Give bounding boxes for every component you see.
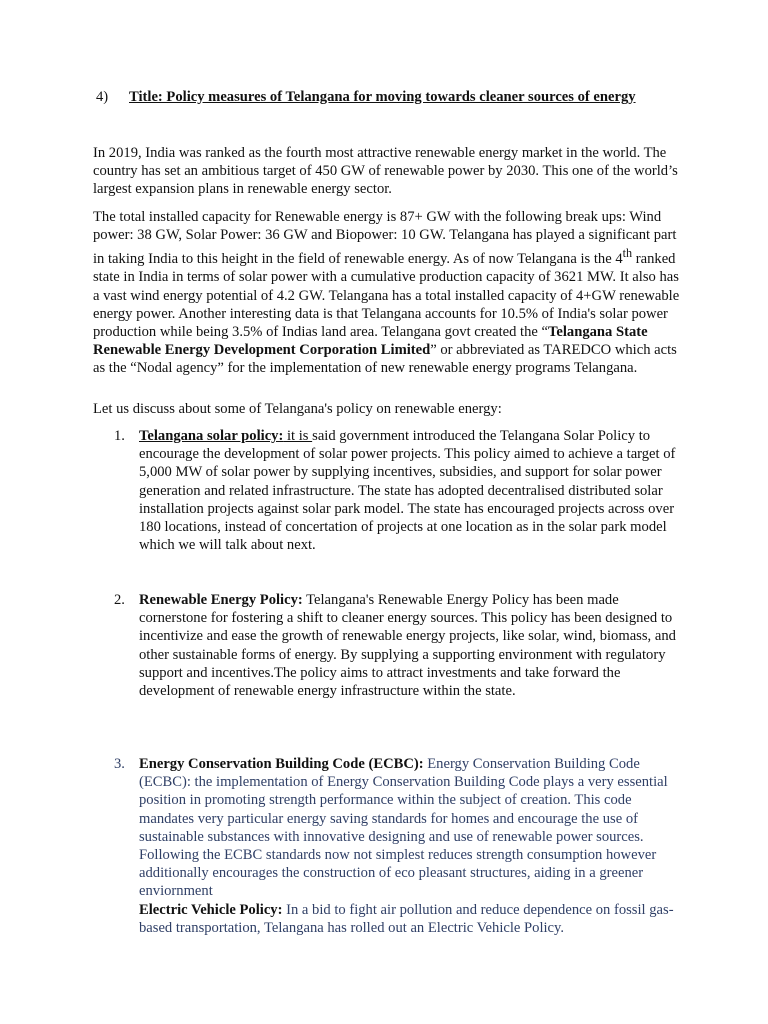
ordinal-suffix: th xyxy=(622,246,633,261)
capacity-text-2: ranked state in India in terms of solar power with a cumulative production capacity of 3621 MW. It also has a vast wind energy potential of 4.2 GW. Telangana has a total installed capacity of 4+GW renewable energy power. Another interesting data is that Telangana accounts for 10.5% of India's solar power production while being 3.5% of Indias land area. Telangana govt created the “ xyxy=(93,251,680,341)
item-text: In a bid to fight air pollution and reduce dependence on fossil gas-based transportation, Telangana has rolled out an Electric Vehicle Policy. xyxy=(139,902,674,937)
list-item-renewable-policy xyxy=(114,591,684,700)
item-text: Telangana's Renewable Energy Policy has been made cornerstone for fostering a shift to cleaner energy sources. This policy has been designed to incentivize and ease the growth of renewable energy projects, like solar, wind, biomass, and other sustainable forms of energy. By supplying a supporting environment with regulatory support and incentives.The policy aims to attract investments and take forward the development of renewable energy infrastructure within the state. xyxy=(139,592,676,700)
policy-intro: Let us discuss about some of Telangana's policy on renewable energy: xyxy=(93,401,502,417)
item-title: Renewable Energy Policy: xyxy=(139,592,303,608)
list-item-solar-policy xyxy=(114,427,684,554)
section-number: 4) xyxy=(96,89,109,105)
item-title: Telangana solar policy: xyxy=(139,428,284,444)
item-text: said government introduced the Telangana Solar Policy to encourage the development of solar power projects. This policy aimed to achieve a target of 5,000 MW of solar power by supplying incentives, subsidies, and support for solar power generation and related infrastructure. The state has adopted decentralised distributed solar installation projects against solar park model. The state has encouraged projects across over 180 locations, instead of concertation of projects at one location as in the solar park model which we will talk about next. xyxy=(139,428,676,554)
capacity-text-1: The total installed capacity for Renewable energy is 87+ GW with the following break ups: Wind power: 38 GW, Solar Power: 36 GW and Biopower: 10 GW. Telangana has played a significant part in taking India to this height in the field of renewable energy. As of now Telangana is the 4 xyxy=(93,209,677,268)
capacity-text-3: ” or abbreviated as TAREDCO which acts as the “Nodal agency” for the implementation of new renewable energy programs Telangana. xyxy=(93,342,677,377)
intro-paragraph: In 2019, India was ranked as the fourth most attractive renewable energy market in the world. The country has set an ambitious target of 450 GW of renewable power by 2030. This one of the world’s largest expansion plans in renewable energy sector. xyxy=(93,145,678,198)
list-number: 1. xyxy=(114,428,125,444)
item-text: Energy Conservation Building Code (ECBC): the implementation of Energy Conservation Building Code plays a very essential position in promoting strength performance within the subject of creation. This code mandates very particular energy saving standards for homes and encourage the use of sustainable substances with innovative designing and use of renewable power sources. Following the ECBC standards now not simplest reduces strength consumption however additionally encourages the construction of eco pleasant structures, aiding in a greener enviornment xyxy=(139,756,668,900)
list-item-ecbc xyxy=(114,755,684,901)
item-title: Electric Vehicle Policy: xyxy=(139,902,283,918)
capacity-paragraph xyxy=(93,208,683,378)
section-title: Title: Policy measures of Telangana for moving towards cleaner sources of energy xyxy=(129,89,636,105)
corporation-name: Telangana State Renewable Energy Development Corporation Limited xyxy=(93,324,648,359)
list-number: 3. xyxy=(114,756,125,772)
section-heading xyxy=(96,88,716,106)
list-number: 2. xyxy=(114,592,125,608)
list-item-ev-policy xyxy=(114,901,684,937)
item-underlined-lead: it is xyxy=(283,428,313,444)
item-title: Energy Conservation Building Code (ECBC): xyxy=(139,756,424,772)
